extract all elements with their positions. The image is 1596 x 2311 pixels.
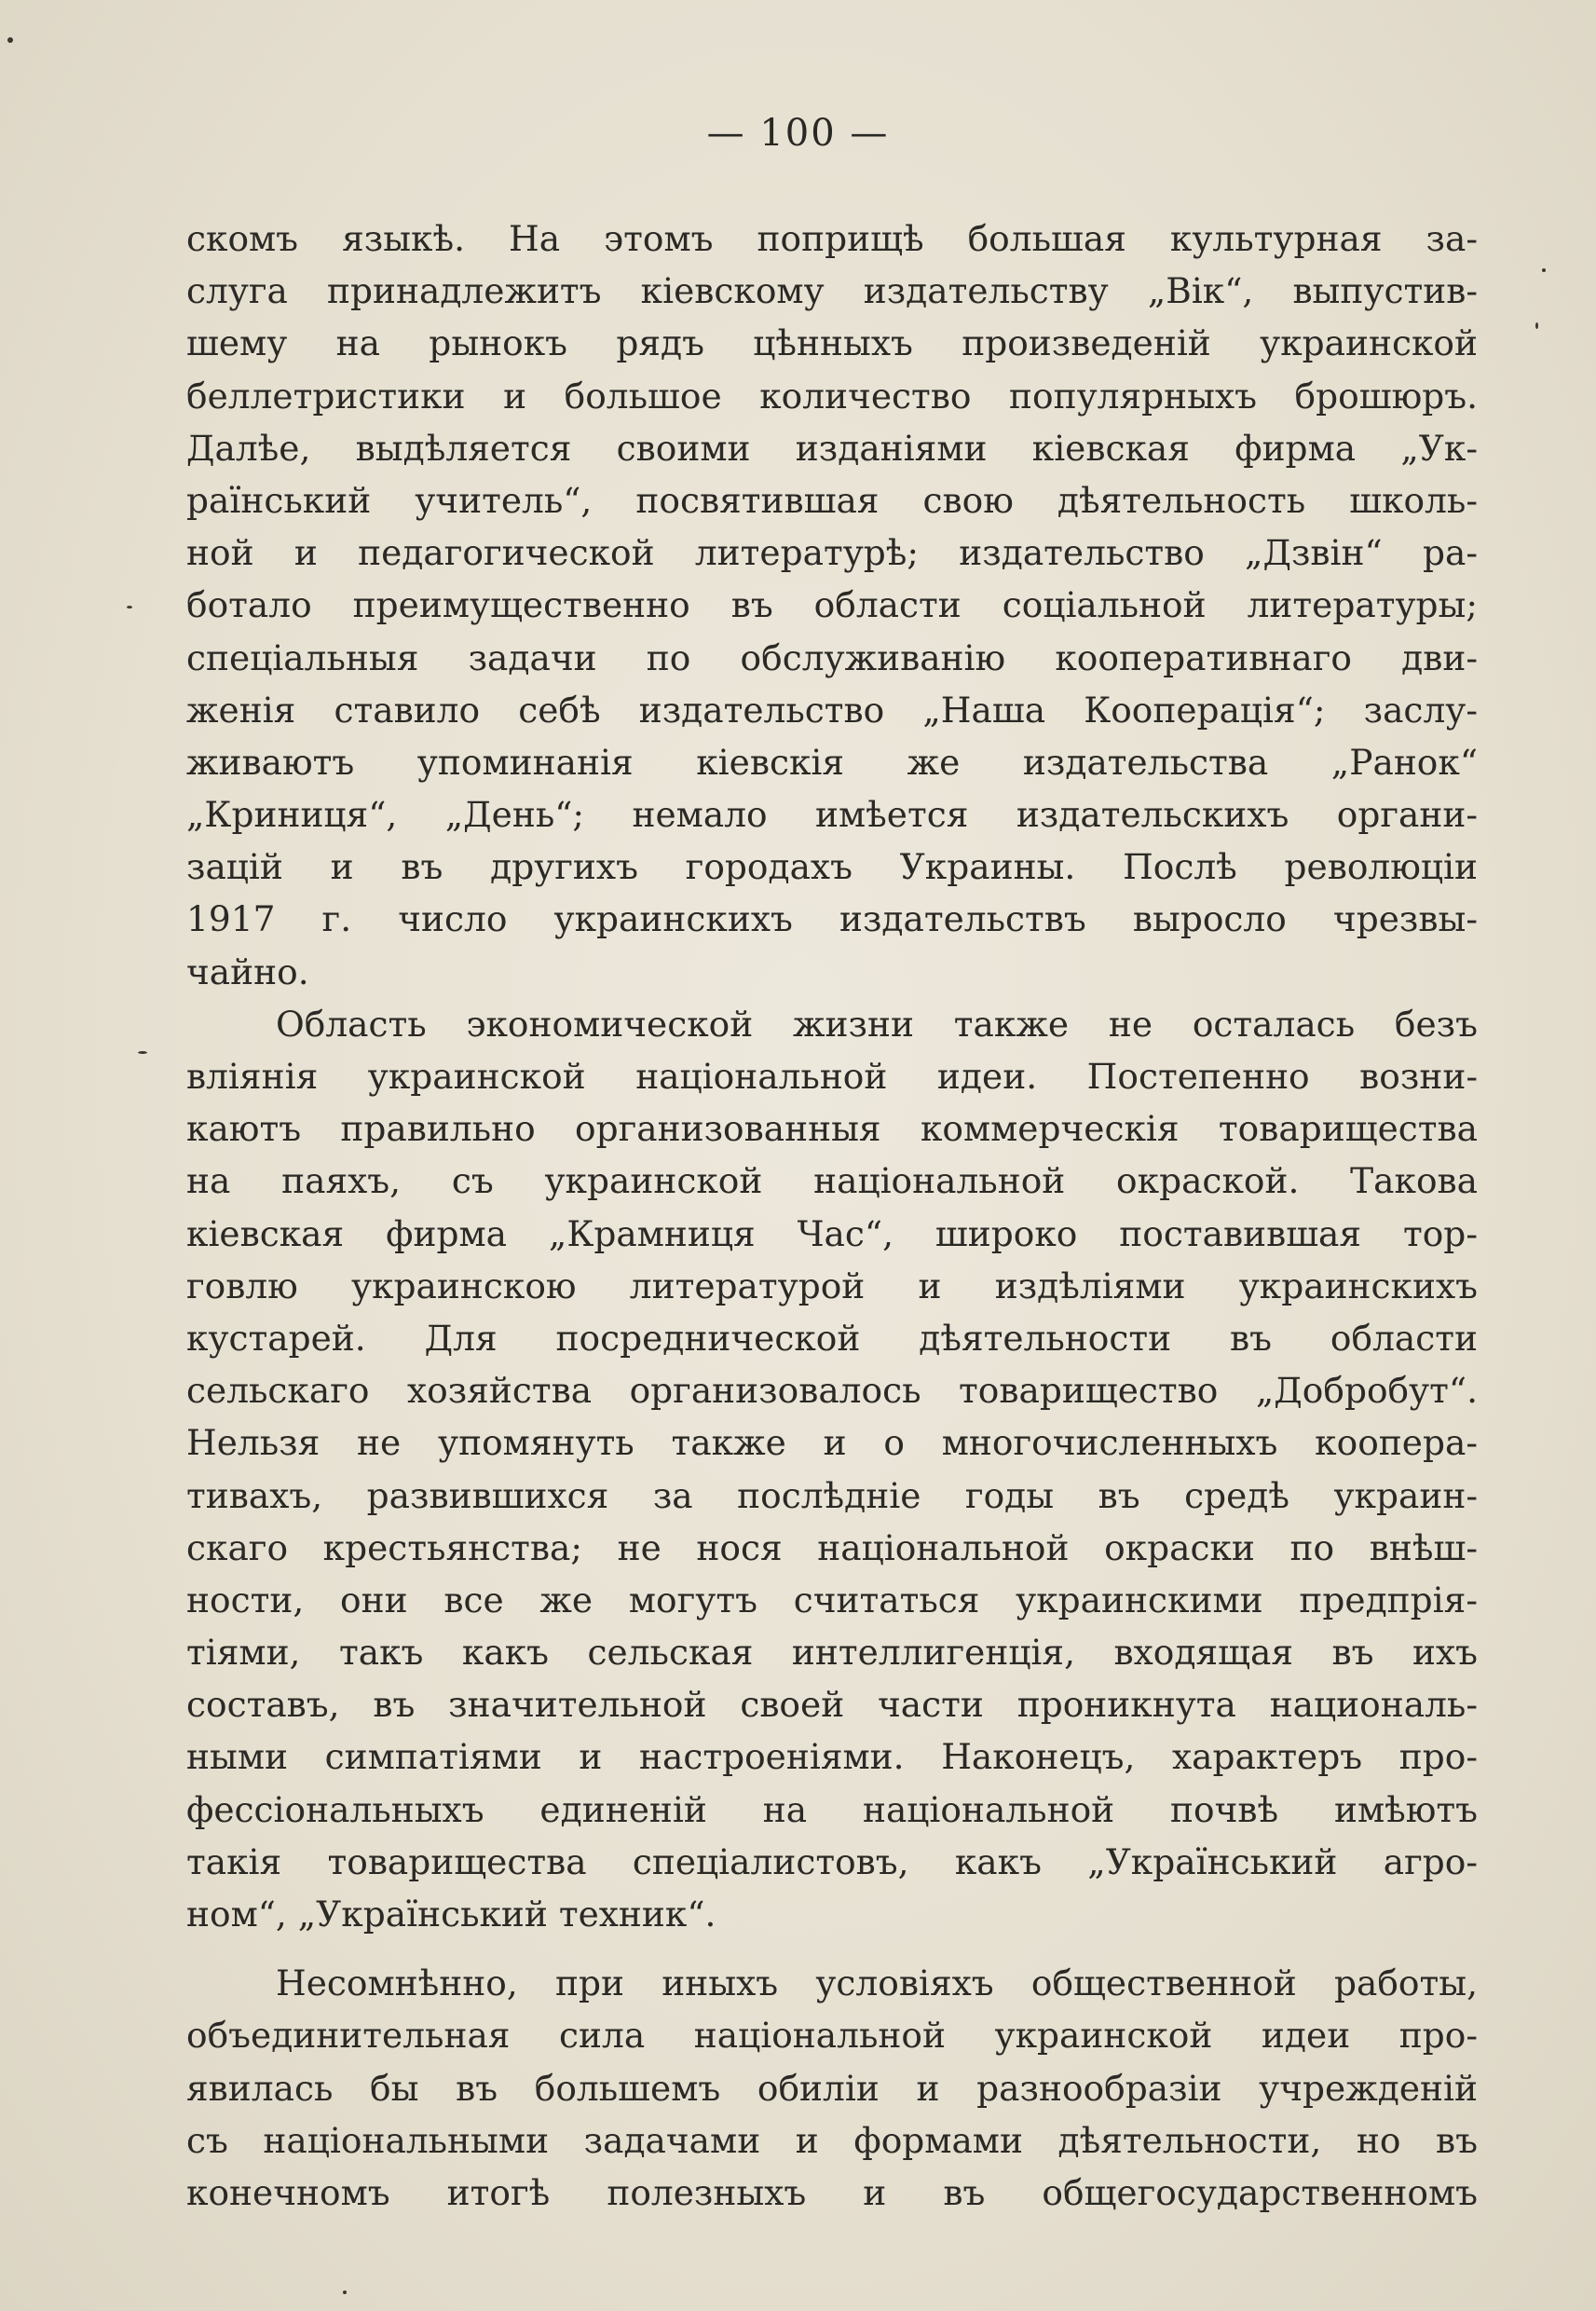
paper-speck — [7, 37, 13, 43]
paragraph-spacer — [186, 1940, 1478, 1957]
text-line: ном“, „Український техник“. — [186, 1894, 716, 1935]
text-line: фессіональныхъ единеній на національной почвѣ имѣютъ — [186, 1788, 1478, 1830]
text-line: каютъ правильно организованныя коммерческія товарищества — [186, 1108, 1478, 1150]
text-line: тивахъ, развившихся за послѣдніе годы въ средѣ украин- — [186, 1474, 1478, 1516]
text-line: чайно. — [186, 950, 309, 992]
text-line: 1917 г. число украинскихъ издательствъ выросло чрезвы- — [186, 898, 1478, 940]
text-line: слуга принадлежитъ кіевскому издательству „Вік“, выпустив- — [186, 270, 1478, 312]
text-line: явилась бы въ большемъ обиліи и разнообразіи учрежденій — [186, 2067, 1478, 2109]
text-line: „Криниця“, „День“; немало имѣется издательскихъ органи- — [186, 794, 1478, 836]
paper-speck — [343, 2290, 347, 2294]
text-line: беллетристики и большое количество популярныхъ брошюръ. — [186, 375, 1478, 417]
text-line: такія товарищества спеціалистовъ, какъ „Український агро- — [186, 1840, 1478, 1882]
text-line: зацій и въ другихъ городахъ Украины. Послѣ революціи — [186, 846, 1478, 888]
text-line: Область экономической жизни также не осталась безъ — [276, 1003, 1478, 1045]
text-line: сельскаго хозяйства организовалось товарищество „Добробут“. — [186, 1370, 1478, 1412]
text-line: Несомнѣнно, при иныхъ условіяхъ общественной работы, — [276, 1962, 1478, 2004]
text-line: живаютъ упоминанія кіевскія же издательства „Ранок“ — [186, 741, 1478, 783]
text-line: спеціальныя задачи по обслуживанію кооперативнаго дви- — [186, 636, 1478, 678]
text-line: скаго крестьянства; не нося національной окраски по внѣш- — [186, 1526, 1478, 1568]
text-line: говлю украинскою литературой и издѣліями украинскихъ — [186, 1265, 1478, 1306]
text-line: Нельзя не упомянуть также и о многочисленныхъ коопера- — [186, 1422, 1478, 1464]
paragraph-3 — [186, 1957, 1478, 2219]
paper-speck — [1535, 322, 1538, 329]
text-line: ными симпатіями и настроеніями. Наконецъ, характеръ про- — [186, 1736, 1478, 1778]
body-text — [186, 212, 1478, 2219]
text-line: женія ставило себѣ издательство „Наша Кооперація“; заслу- — [186, 689, 1478, 731]
paper-speck — [138, 1051, 147, 1054]
paper-speck — [127, 606, 132, 609]
text-line: съ національными задачами и формами дѣятельности, но въ — [186, 2119, 1478, 2161]
text-line: ботало преимущественно въ области соціальной литературы; — [186, 584, 1478, 626]
paragraph-1 — [186, 212, 1478, 998]
text-line: Далѣе, выдѣляется своими изданіями кіевская фирма „Ук- — [186, 427, 1478, 469]
text-line: на паяхъ, съ украинской національной окраской. Такова — [186, 1160, 1478, 1202]
text-line: раїнський учитель“, посвятившая свою дѣятельность школь- — [186, 479, 1478, 521]
text-line: кіевская фирма „Крамниця Час“, широко поставившая тор- — [186, 1212, 1478, 1254]
text-line: шему на рынокъ рядъ цѣнныхъ произведеній украинской — [186, 322, 1478, 364]
text-line: вліянія украинской національной идеи. Постепенно возни- — [186, 1056, 1478, 1097]
text-line: тіями, такъ какъ сельская интеллигенція, входящая въ ихъ — [186, 1632, 1478, 1674]
text-line: скомъ языкѣ. На этомъ поприщѣ большая культурная за- — [186, 218, 1478, 259]
text-line: кустарей. Для посреднической дѣятельности въ области — [186, 1317, 1478, 1359]
text-line: объединительная сила національной украинской идеи про- — [186, 2015, 1478, 2057]
text-line: составъ, въ значительной своей части проникнута националь- — [186, 1684, 1478, 1726]
text-line: ной и педагогической литературѣ; издательство „Дзвін“ ра- — [186, 532, 1478, 574]
text-line: ности, они все же могутъ считаться украинскими предпрія- — [186, 1579, 1478, 1620]
paper-speck — [1542, 268, 1546, 272]
text-line: конечномъ итогѣ полезныхъ и въ общегосударственномъ — [186, 2171, 1478, 2213]
page-number: — 100 — — [706, 112, 890, 155]
paragraph-2 — [186, 998, 1478, 1940]
